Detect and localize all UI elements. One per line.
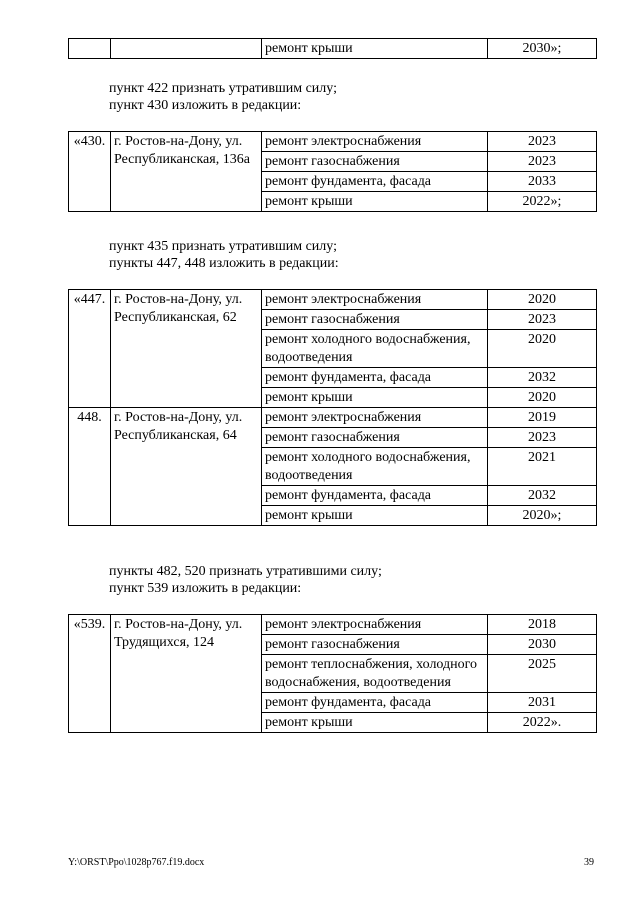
year-cell: 2023: [488, 152, 597, 172]
year-cell: 2022».: [488, 713, 597, 733]
year-cell: 2020: [488, 388, 597, 408]
work-cell: ремонт холодного водоснабжения, водоотведения: [262, 330, 488, 368]
table-row: [69, 39, 597, 59]
work-cell: ремонт фундамента, фасада: [262, 172, 488, 192]
year-cell: 2032: [488, 486, 597, 506]
table-row: [69, 408, 597, 428]
table-row: [69, 615, 597, 635]
year-cell: 2030: [488, 635, 597, 655]
work-cell: ремонт газоснабжения: [262, 428, 488, 448]
year-cell: 2020»;: [488, 506, 597, 526]
work-cell: ремонт фундамента, фасада: [262, 368, 488, 388]
year-cell: 2018: [488, 615, 597, 635]
work-cell: ремонт газоснабжения: [262, 152, 488, 172]
work-cell: ремонт электроснабжения: [262, 290, 488, 310]
table-items-447-448: [68, 289, 597, 526]
work-cell: ремонт газоснабжения: [262, 635, 488, 655]
number-cell: [69, 39, 111, 59]
table-row: [69, 290, 597, 310]
address-cell: г. Ростов-на-Дону, ул. Республиканская, 64: [111, 408, 262, 526]
year-cell: 2030»;: [488, 39, 597, 59]
text-line: пункт 435 признать утратившим силу;: [109, 239, 337, 254]
year-cell: 2032: [488, 368, 597, 388]
work-cell: ремонт крыши: [262, 192, 488, 212]
text-line: пункт 539 изложить в редакции:: [109, 581, 302, 596]
work-cell: ремонт крыши: [262, 388, 488, 408]
work-cell: ремонт крыши: [262, 39, 488, 59]
table-fragment-top: [68, 38, 597, 59]
table-row: [69, 132, 597, 152]
year-cell: 2025: [488, 655, 597, 693]
item-number: 448.: [69, 408, 111, 526]
work-cell: ремонт электроснабжения: [262, 132, 488, 152]
footer-page-number: 39: [584, 857, 594, 868]
year-cell: 2020: [488, 290, 597, 310]
paragraph-2: [109, 238, 339, 272]
text-line: пункт 422 признать утратившим силу;: [109, 81, 337, 96]
work-cell: ремонт электроснабжения: [262, 615, 488, 635]
item-number: «539.: [69, 615, 111, 733]
year-cell: 2021: [488, 448, 597, 486]
address-cell: г. Ростов-на-Дону, ул. Трудящихся, 124: [111, 615, 262, 733]
year-cell: 2031: [488, 693, 597, 713]
item-number: «430.: [69, 132, 111, 212]
address-cell: [111, 39, 262, 59]
work-cell: ремонт теплоснабжения, холодного водоснабжения, водоотведения: [262, 655, 488, 693]
text-line: пункты 447, 448 изложить в редакции:: [109, 256, 339, 271]
paragraph-3: [109, 563, 382, 597]
work-cell: ремонт фундамента, фасада: [262, 693, 488, 713]
year-cell: 2019: [488, 408, 597, 428]
item-number: «447.: [69, 290, 111, 408]
address-cell: г. Ростов-на-Дону, ул. Республиканская, 62: [111, 290, 262, 408]
year-cell: 2023: [488, 132, 597, 152]
table-item-539: [68, 614, 597, 733]
year-cell: 2020: [488, 330, 597, 368]
work-cell: ремонт газоснабжения: [262, 310, 488, 330]
text-line: пункт 430 изложить в редакции:: [109, 98, 302, 113]
work-cell: ремонт фундамента, фасада: [262, 486, 488, 506]
year-cell: 2023: [488, 428, 597, 448]
table-item-430: [68, 131, 597, 212]
year-cell: 2022»;: [488, 192, 597, 212]
text-line: пункты 482, 520 признать утратившими силу;: [109, 564, 382, 579]
work-cell: ремонт крыши: [262, 506, 488, 526]
year-cell: 2033: [488, 172, 597, 192]
year-cell: 2023: [488, 310, 597, 330]
address-cell: г. Ростов-на-Дону, ул. Республиканская, 136а: [111, 132, 262, 212]
footer-file-path: Y:\ORST\Ppo\1028p767.f19.docx: [68, 857, 205, 868]
paragraph-1: [109, 80, 337, 114]
work-cell: ремонт электроснабжения: [262, 408, 488, 428]
work-cell: ремонт крыши: [262, 713, 488, 733]
work-cell: ремонт холодного водоснабжения, водоотведения: [262, 448, 488, 486]
